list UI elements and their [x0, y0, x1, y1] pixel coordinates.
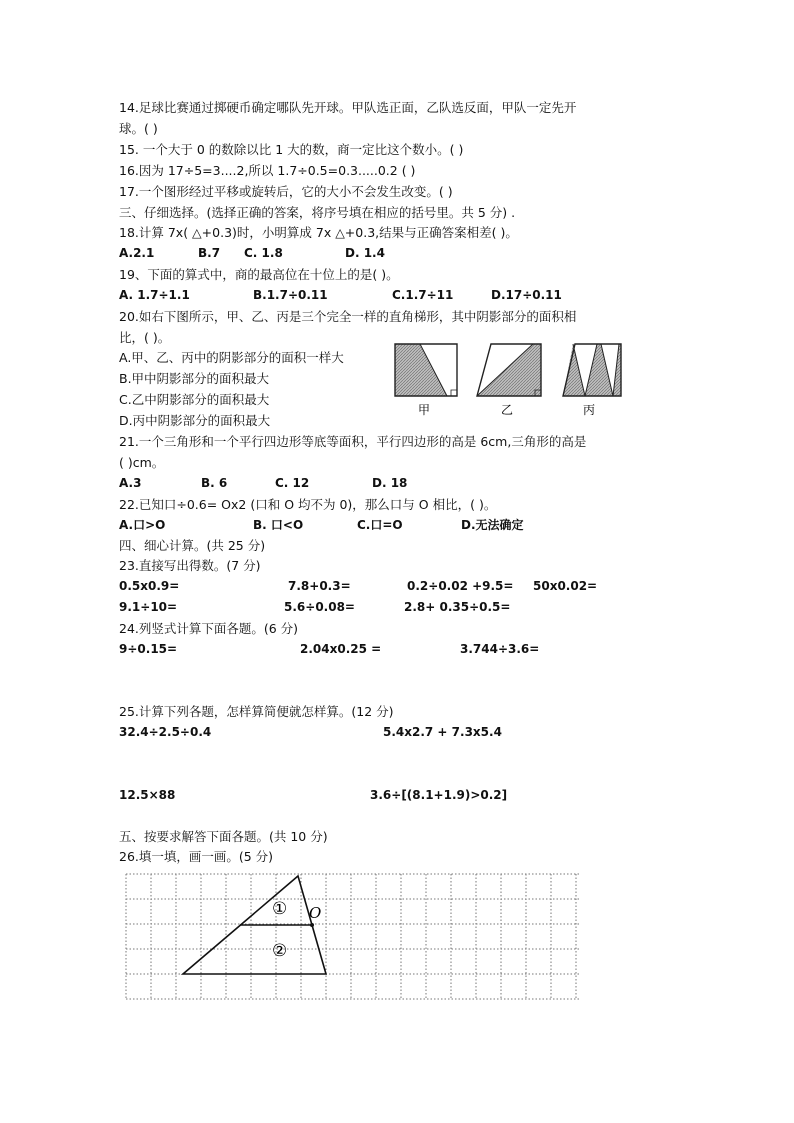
q19-option-b: B.1.7÷0.11 — [253, 288, 328, 302]
q23-title: 23.直接写出得数。(7 分) — [119, 558, 261, 573]
trapezoid-yi — [477, 344, 541, 396]
q25-title: 25.计算下列各题，怎样算简便就怎样算。(12 分) — [119, 704, 394, 719]
q20-option-d: D.丙中阴影部分的面积最大 — [119, 413, 271, 428]
trapezoid-jia — [395, 344, 457, 396]
q23-r2-item1: 9.1÷10= — [119, 600, 178, 614]
region-2-label: ② — [272, 941, 288, 961]
q14-line2: 球。( ) — [119, 121, 158, 136]
q18-option-c: C. 1.8 — [244, 246, 283, 260]
q23-r2-item3: 2.8+ 0.35÷0.5= — [404, 600, 511, 614]
q18-option-a: A.2.1 — [119, 246, 155, 260]
q22-stem: 22.已知口÷0.6= Ox2 (口和 O 均不为 0)，那么口与 O 相比，( )。 — [119, 497, 497, 512]
section5-heading: 五、按要求解答下面各题。(共 10 分) — [119, 829, 328, 844]
q26-title: 26.填一填，画一画。(5 分) — [119, 849, 274, 864]
q21-line2: ( )cm。 — [119, 455, 165, 470]
figure-label-jia: 甲 — [418, 403, 431, 417]
q16-text: 16.因为 17÷5=3....2,所以 1.7÷0.5=0.3.....0.2 ( ) — [119, 163, 416, 178]
q20-option-c: C.乙中阴影部分的面积最大 — [119, 392, 270, 407]
q19-option-c: C.1.7÷11 — [392, 288, 454, 302]
q25-r2-item2: 3.6÷[(8.1+1.9)>0.2] — [370, 788, 508, 802]
q20-option-a: A.甲、乙、丙中的阴影部分的面积一样大 — [119, 350, 344, 365]
section4-heading: 四、细心计算。(共 25 分) — [119, 538, 266, 553]
q23-r1-item4: 50x0.02= — [533, 579, 598, 593]
q23-r1-item1: 0.5x0.9= — [119, 579, 180, 593]
q21-option-b: B. 6 — [201, 476, 228, 490]
q21-option-c: C. 12 — [275, 476, 310, 490]
q20-line2: 比，( )。 — [119, 330, 171, 345]
q24-item3: 3.744÷3.6= — [460, 642, 540, 656]
figure-label-bing: 丙 — [583, 403, 596, 417]
q25-r2-item1: 12.5×88 — [119, 788, 176, 802]
q22-option-d: D.无法确定 — [461, 518, 524, 532]
q20-option-b: B.甲中阴影部分的面积最大 — [119, 371, 270, 386]
dotted-grid — [126, 874, 580, 999]
q19-option-a: A. 1.7÷1.1 — [119, 288, 190, 302]
q24-item1: 9÷0.15= — [119, 642, 178, 656]
q15-text: 15. 一个大于 0 的数除以比 1 大的数，商一定比这个数小。( ) — [119, 142, 464, 157]
q19-stem: 19、下面的算式中，商的最高位在十位上的是( )。 — [119, 267, 399, 282]
q22-option-b: B. 口<O — [253, 518, 304, 532]
q25-r1-item2: 5.4x2.7 + 7.3x5.4 — [383, 725, 502, 739]
q23-r2-item2: 5.6÷0.08= — [284, 600, 355, 614]
section3-heading: 三、仔细选择。(选择正确的答案，将序号填在相应的括号里。共 5 分) . — [119, 205, 516, 220]
q17-text: 17.一个图形经过平移或旋转后，它的大小不会发生改变。( ) — [119, 184, 453, 199]
q21-line1: 21.一个三角形和一个平行四边形等底等面积，平行四边形的高是 6cm,三角形的高是 — [119, 434, 587, 449]
q21-option-d: D. 18 — [372, 476, 408, 490]
q18-stem: 18.计算 7x( △+0.3)时，小明算成 7x △+0.3,结果与正确答案相差( )。 — [119, 225, 518, 240]
q23-r1-item2: 7.8+0.3= — [288, 579, 351, 593]
q25-r1-item1: 32.4÷2.5÷0.4 — [119, 725, 212, 739]
q18-option-d: D. 1.4 — [345, 246, 385, 260]
q18-option-b: B.7 — [198, 246, 221, 260]
q22-option-a: A.口>O — [119, 518, 166, 532]
point-o-label: O — [309, 904, 322, 922]
region-1-label: ① — [272, 899, 288, 919]
q19-option-d: D.17÷0.11 — [491, 288, 562, 302]
trapezoid-bing — [563, 344, 621, 396]
q23-r1-item3: 0.2÷0.02 +9.5= — [407, 579, 514, 593]
trapezoid-figures — [385, 338, 635, 422]
q22-option-c: C.口=O — [357, 518, 403, 532]
point-o-marker — [310, 923, 314, 927]
q20-line1: 20.如右下图所示，甲、乙、丙是三个完全一样的直角梯形，其中阴影部分的面积相 — [119, 309, 577, 324]
grid-figure — [122, 872, 584, 1004]
q24-item2: 2.04x0.25 = — [300, 642, 382, 656]
triangle-shape — [183, 876, 326, 974]
figure-label-yi: 乙 — [501, 403, 514, 417]
q14-line1: 14.足球比赛通过掷硬币确定哪队先开球。甲队选正面，乙队选反面，甲队一定先开 — [119, 100, 577, 115]
q21-option-a: A.3 — [119, 476, 142, 490]
q24-title: 24.列竖式计算下面各题。(6 分) — [119, 621, 299, 636]
